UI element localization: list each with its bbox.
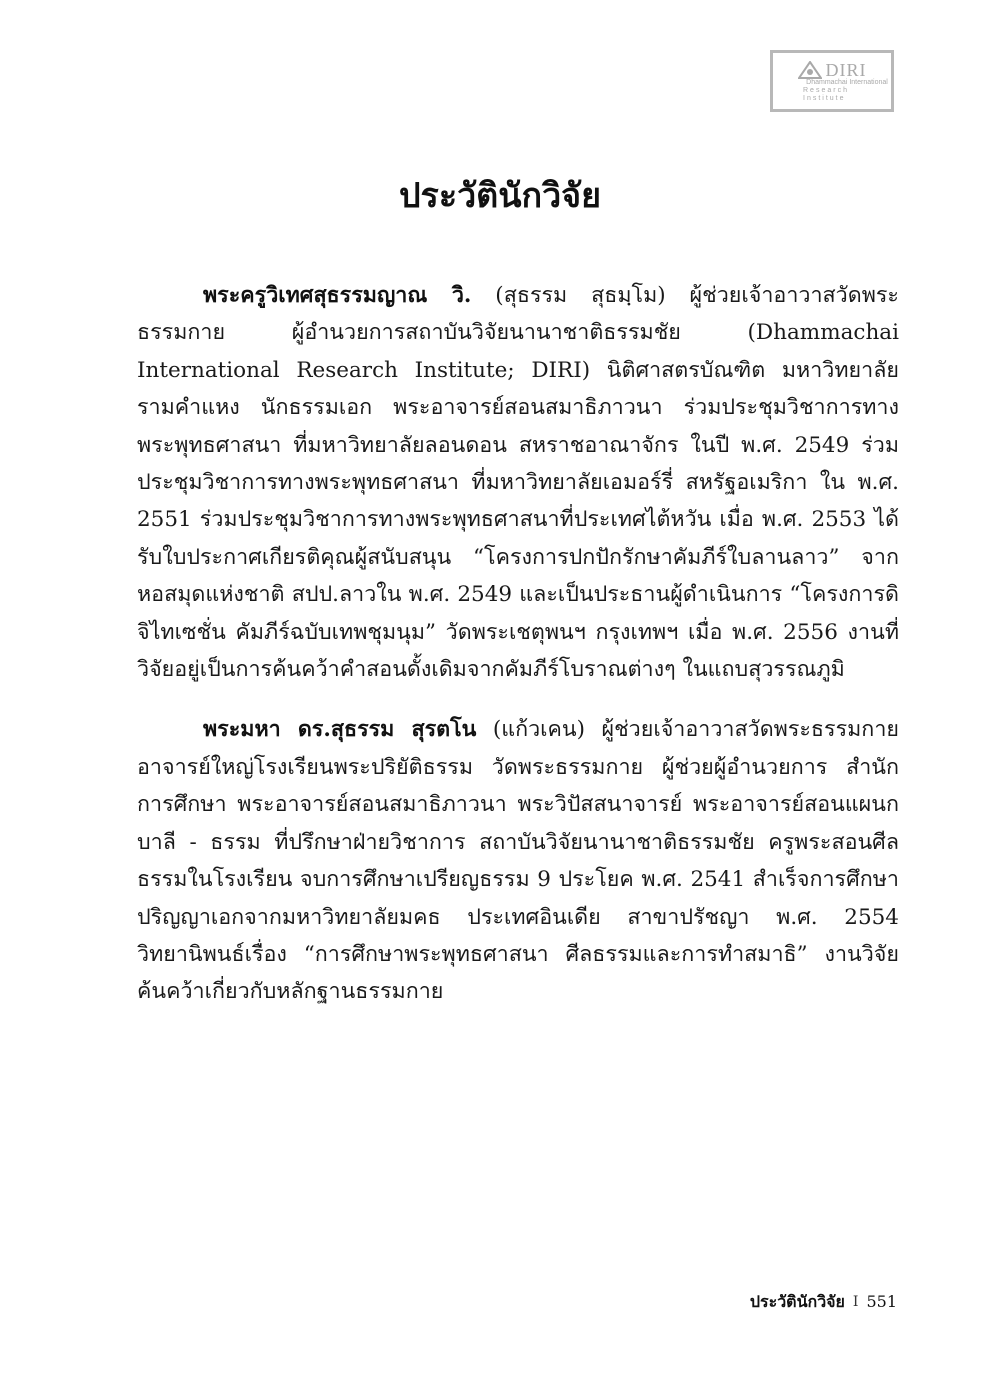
logo-subtitle-line1: Dhammachai International: [806, 79, 888, 86]
page-number: 551: [866, 1292, 897, 1311]
researcher-bio-paragraph: [137, 277, 899, 688]
body-text: [137, 277, 899, 1034]
footer-separator: I: [852, 1294, 859, 1310]
logo-header: [798, 61, 867, 79]
logo-subtitle-line2: Research Institute: [803, 87, 849, 102]
diri-logo: [770, 50, 894, 112]
logo-word: DIRI: [825, 60, 867, 80]
researcher-name: พระมหา ดร.สุธรรม สุรตโน: [203, 717, 477, 743]
researcher-bio-text: (สุธรรม สุธมฺโม) ผู้ช่วยเจ้าอาวาสวัดพระธรรมกาย ผู้อำนวยการสถาบันวิจัยนานาชาติธรรมชัย (Dhammachai International Research Institute; DIRI) นิติศาสตรบัณฑิต มหาวิทยาลัยรามคำแหง นักธรรมเอก พระอาจารย์สอนสมาธิภาวนา ร่วมประชุมวิชาการทางพระพุทธศาสนา ที่มหาวิทยาลัยลอนดอน สหราชอาณาจักร ในปี พ.ศ. 2549 ร่วมประชุมวิชาการทางพระพุทธศาสนา ที่มหาวิทยาลัยเอมอร์รี่ สหรัฐอเมริกา ใน พ.ศ. 2551 ร่วมประชุมวิชาการทางพระพุทธศาสนาที่ประเทศไต้หวัน เมื่อ พ.ศ. 2553 ได้รับใบประกาศเกียรติคุณผู้สนับสนุน “โครงการปกปักรักษาคัมภีร์ใบลานลาว” จากหอสมุดแห่งชาติ สปป.ลาวใน พ.ศ. 2549 และเป็นประธานผู้ดำเนินการ “โครงการดิจิไทเซชั่น คัมภีร์ฉบับเทพชุมนุม” วัดพระเชตุพนฯ กรุงเทพฯ เมื่อ พ.ศ. 2556 งานที่วิจัยอยู่เป็นการค้นคว้าคำสอนดั้งเดิมจากคัมภีร์โบราณต่างๆ ในแถบสุวรรณภูมิ: [137, 283, 899, 683]
researcher-name: พระครูวิเทศสุธรรมญาณ วิ.: [203, 283, 472, 308]
page-title: ประวัตินักวิจัย: [398, 176, 602, 216]
diri-emblem-icon: [798, 61, 822, 79]
researcher-bio-text: (แก้วเคน) ผู้ช่วยเจ้าอาวาสวัดพระธรรมกาย อาจารย์ใหญ่โรงเรียนพระปริยัติธรรม วัดพระธรรมกาย ผู้ช่วยผู้อำนวยการ สำนักการศึกษา พระอาจารย์สอนสมาธิภาวนา พระวิปัสสนาจารย์ พระอาจารย์สอนแผนกบาลี - ธรรม ที่ปรึกษาฝ่ายวิชาการ สถาบันวิจัยนานาชาติธรรมชัย ครูพระสอนศีลธรรมในโรงเรียน จบการศึกษาเปรียญธรรม 9 ประโยค พ.ศ. 2541 สำเร็จการศึกษาปริญญาเอกจากมหาวิทยาลัยมคธ ประเทศอินเดีย สาขาปรัชญา พ.ศ. 2554 วิทยานิพนธ์เรื่อง “การศึกษาพระพุทธศาสนา ศีลธรรมและการทำสมาธิ” งานวิจัยค้นคว้าเกี่ยวกับหลักฐานธรรมกาย: [137, 717, 899, 1005]
running-footer-title: ประวัตินักวิจัย: [749, 1292, 845, 1311]
page-footer: [750, 1290, 897, 1314]
researcher-bio-paragraph: [137, 711, 899, 1010]
